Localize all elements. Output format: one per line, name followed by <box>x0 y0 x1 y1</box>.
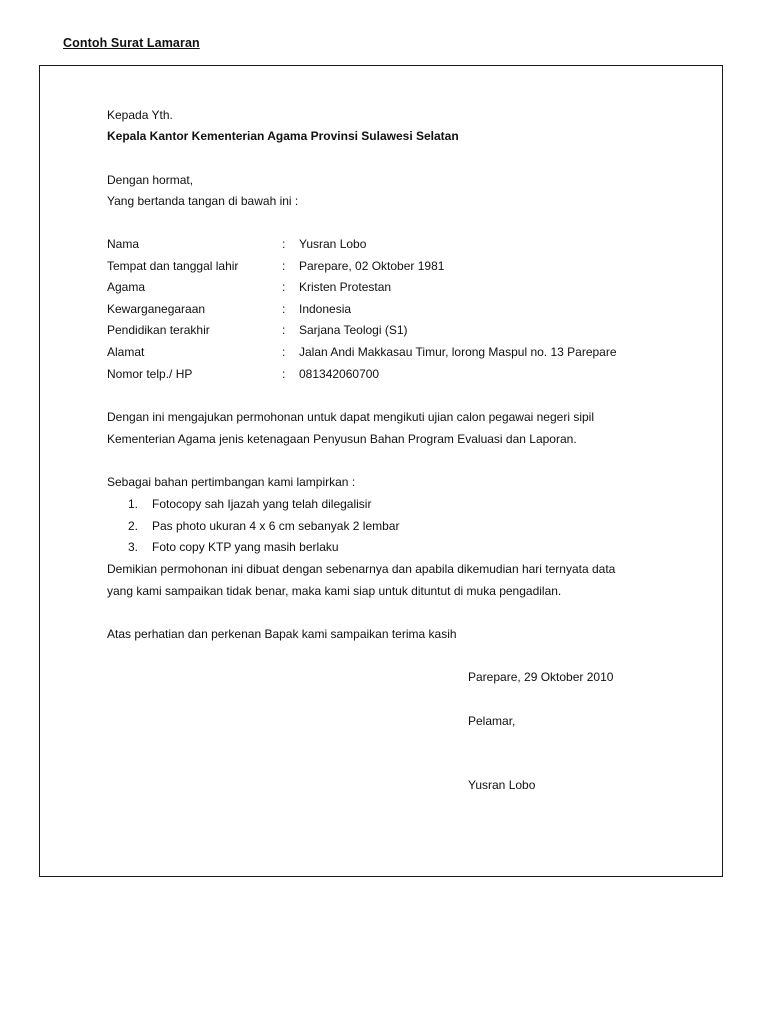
field-colon: : <box>282 302 286 316</box>
thanks-line: Atas perhatian dan perkenan Bapak kami sampaikan terima kasih <box>107 627 457 641</box>
field-value-birth: Parepare, 02 Oktober 1981 <box>299 259 445 273</box>
attachment-number: 3. <box>128 540 139 554</box>
field-colon: : <box>282 280 286 294</box>
recipient: Kepala Kantor Kementerian Agama Provinsi Sulawesi Selatan <box>107 129 459 143</box>
attachment-item: Foto copy KTP yang masih berlaku <box>152 540 339 554</box>
closing-line-2: yang kami sampaikan tidak benar, maka kami siap untuk dituntut di muka pengadilan. <box>107 584 562 598</box>
field-label-birth: Tempat dan tanggal lahir <box>107 259 239 273</box>
field-colon: : <box>282 323 286 337</box>
field-label-name: Nama <box>107 237 140 251</box>
attachments-intro: Sebagai bahan pertimbangan kami lampirkan : <box>107 475 356 489</box>
field-label-religion: Agama <box>107 280 146 294</box>
attachment-item: Pas photo ukuran 4 x 6 cm sebanyak 2 lembar <box>152 519 400 533</box>
document-title: Contoh Surat Lamaran <box>63 36 200 50</box>
field-value-education: Sarjana Teologi (S1) <box>299 323 408 337</box>
attachment-number: 1. <box>128 497 139 511</box>
signer-name: Yusran Lobo <box>468 778 536 792</box>
field-label-citizenship: Kewarganegaraan <box>107 302 206 316</box>
recipient-intro: Kepada Yth. <box>107 108 173 122</box>
field-label-address: Alamat <box>107 345 145 359</box>
place-date: Parepare, 29 Oktober 2010 <box>468 670 614 684</box>
field-value-name: Yusran Lobo <box>299 237 367 251</box>
body-line-1: Dengan ini mengajukan permohonan untuk dapat mengikuti ujian calon pegawai negeri sipil <box>107 410 594 424</box>
field-colon: : <box>282 237 286 251</box>
field-value-address: Jalan Andi Makkasau Timur, lorong Maspul no. 13 Parepare <box>299 345 617 359</box>
signer-role: Pelamar, <box>468 714 516 728</box>
intro-line: Yang bertanda tangan di bawah ini : <box>107 194 299 208</box>
field-colon: : <box>282 367 286 381</box>
field-colon: : <box>282 345 286 359</box>
field-value-religion: Kristen Protestan <box>299 280 392 294</box>
field-value-phone: 081342060700 <box>299 367 380 381</box>
field-value-citizenship: Indonesia <box>299 302 352 316</box>
field-colon: : <box>282 259 286 273</box>
field-label-education: Pendidikan terakhir <box>107 323 210 337</box>
body-line-2: Kementerian Agama jenis ketenagaan Penyusun Bahan Program Evaluasi dan Laporan. <box>107 432 577 446</box>
closing-line-1: Demikian permohonan ini dibuat dengan sebenarnya dan apabila dikemudian hari ternyata data <box>107 562 616 576</box>
greeting: Dengan hormat, <box>107 173 194 187</box>
field-label-phone: Nomor telp./ HP <box>107 367 193 381</box>
attachment-number: 2. <box>128 519 139 533</box>
attachment-item: Fotocopy sah Ijazah yang telah dilegalisir <box>152 497 372 511</box>
